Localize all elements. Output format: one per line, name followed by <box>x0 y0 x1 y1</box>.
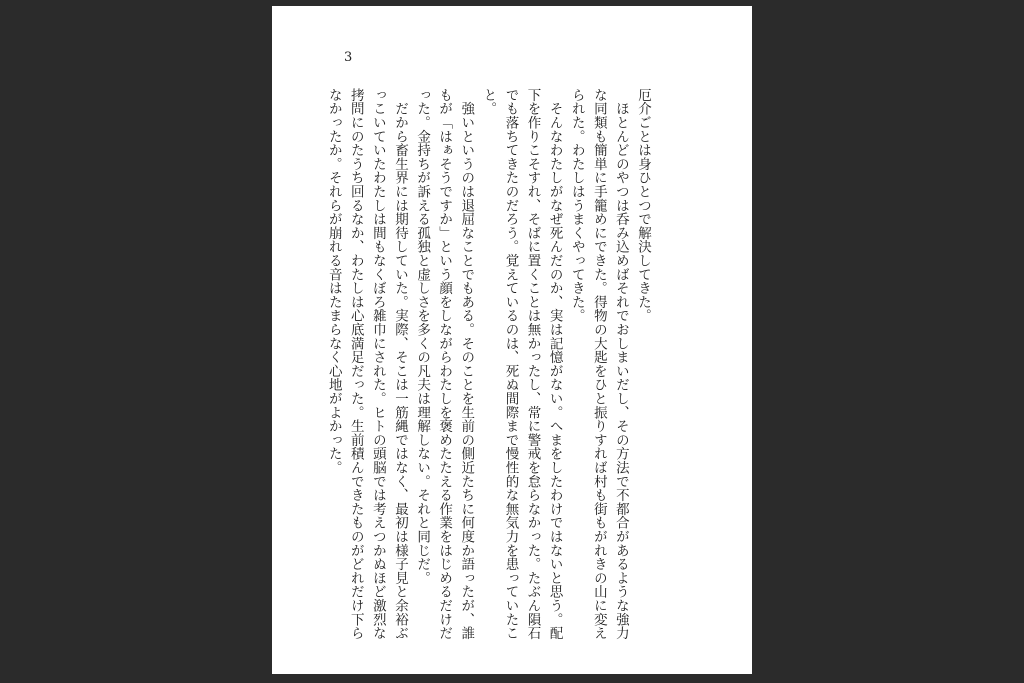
paragraph: 強いというのは退屈なことでもある。そのことを生前の側近たちに何度か語ったが、誰もが「はぁそうですか」という顔をしながらわたしを褒めたたえる作業をはじめるだけだった。金持ちが訴える孤独と虚しさを多くの凡夫は理解しない。それと同じだ。 <box>414 88 475 640</box>
page-number: 3 <box>344 50 353 65</box>
paragraph: だから畜生界には期待していた。実際、そこは一筋縄ではなく、最初は様子見と余裕ぶっこいていたわたしは間もなくぼろ雑巾にされた。ヒトの頭脳では考えつかぬほど激烈な拷問にのたうち回るなか、わたしは心底満足だった。生前積んできたものがどれだけ下らなかったか。それらが崩れる音はたまらなく心地がよかった。 <box>325 88 408 640</box>
paragraph: ほとんどのやつは呑み込めばそれでおしまいだし、その方法で不都合があるような強力な同類も簡単に手籠めにできた。得物の大匙をひと振りすれば村も街もがれきの山に変えられた。わたしはうまくやってきた。 <box>568 88 629 640</box>
page <box>272 6 752 674</box>
paragraph: 厄介ごとは身ひとつで解決してきた。 <box>635 88 651 323</box>
paragraph: そんなわたしがなぜ死んだのか、実は記憶がない。へまをしたわけではないと思う。配下を作りこそすれ、そばに置くことは無かったし、常に警戒を怠らなかった。たぶん隕石でも落ちてきたのだろう。覚えているのは、死ぬ間際まで慢性的な無気力を患っていたこと。 <box>480 88 563 640</box>
vertical-text-body <box>323 88 654 644</box>
